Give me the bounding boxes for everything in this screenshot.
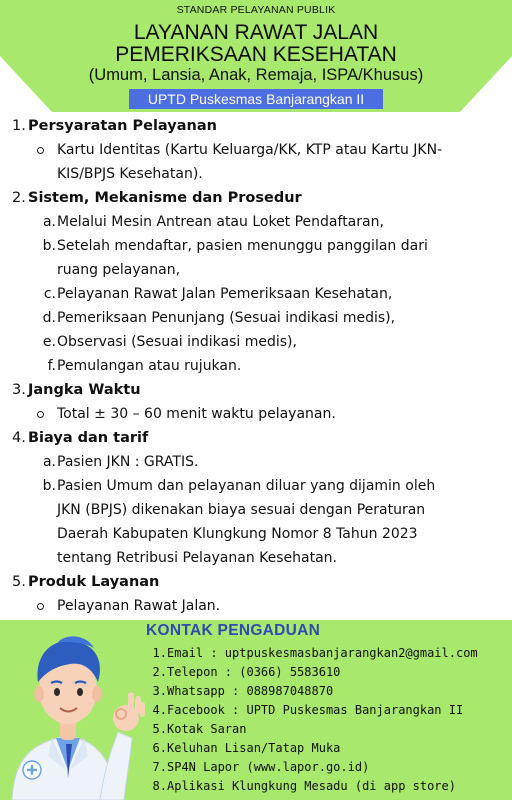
bullet-icon [37,147,44,154]
list-item [0,450,512,474]
list-marker: f. [47,358,56,374]
list-item-text: Total ± 30 – 60 menit waktu pelayanan. [57,406,336,422]
contact-number: 1. [152,646,167,660]
contact-text: Telepon : (0366) 5583610 [167,665,341,679]
section-procedure [0,186,512,378]
contact-item-facebook [150,701,510,720]
contact-text: Keluhan Lisan/Tatap Muka [167,741,341,755]
bullet-icon [37,411,44,418]
contact-list [150,644,510,796]
header-label: STANDAR PELAYANAN PUBLIK [176,4,336,16]
page-subtitle: (Umum, Lansia, Anak, Remaja, ISPA/Khusus) [88,66,424,84]
bullet-icon [37,603,44,610]
contact-number: 5. [152,722,167,736]
list-item-text: Pasien Umum dan pelayanan diluar yang dijamin oleh [57,478,436,494]
section-title [0,378,512,402]
list-marker: a. [42,214,56,230]
section-title-text: Biaya dan tarif [28,430,149,446]
list-item [0,330,512,354]
section-duration [0,378,512,426]
list-item-text: tentang Retribusi Pelayanan Kesehatan. [57,550,338,566]
contact-item-sp4n-lapor [150,758,510,777]
contact-text: Facebook : UPTD Puskesmas Banjarangkan II [167,703,464,717]
list-item-text: Pelayanan Rawat Jalan Pemeriksaan Kesehatan, [57,286,393,302]
section-title-text: Sistem, Mekanisme dan Prosedur [28,190,302,206]
list-item-text: Setelah mendaftar, pasien menunggu panggilan dari [57,238,428,254]
list-item [0,138,512,186]
contact-number: 2. [152,665,167,679]
list-item-text: JKN (BPJS) dikenakan biaya sesuai dengan Peraturan [57,502,426,518]
complaint-contact-panel [0,620,512,800]
contact-text: SP4N Lapor (www.lapor.go.id) [167,760,370,774]
contact-text: Email : uptpuskesmasbanjarangkan2@gmail.com [167,646,478,660]
section-requirements [0,114,512,186]
doctor-ok-gesture-icon [0,620,146,800]
list-item [0,210,512,234]
list-marker: e. [42,334,56,350]
contact-text: Whatsapp : 088987048870 [167,684,334,698]
section-title-text: Produk Layanan [28,574,160,590]
list-item [0,282,512,306]
list-marker: d. [42,310,56,326]
section-title [0,114,512,138]
list-marker: a. [42,454,56,470]
list-marker: b. [42,238,56,254]
list-item-text: Pelayanan Rawat Jalan. [57,598,221,614]
list-marker: b. [42,478,56,494]
section-fees [0,426,512,570]
list-marker: c. [43,286,56,302]
contact-item-app [150,777,510,796]
list-item-text: Kartu Identitas (Kartu Keluarga/KK, KTP atau Kartu JKN- [57,142,443,158]
list-item-text: Melalui Mesin Antrean atau Loket Pendaftaran, [57,214,384,230]
list-item-text: Pasien JKN : GRATIS. [57,454,199,470]
list-item [0,234,512,282]
list-item-text: ruang pelayanan, [57,262,181,278]
list-item-text: KIS/BPJS Kesehatan). [57,166,203,182]
contact-number: 6. [152,741,167,755]
contact-text: Aplikasi Klungkung Mesadu (di app store) [167,779,456,793]
section-title-text: Jangka Waktu [28,382,141,398]
section-product [0,570,512,618]
section-number: 5. [12,574,26,590]
section-number: 3. [12,382,26,398]
contact-number: 8. [152,779,167,793]
service-standard-content [0,114,512,618]
contact-number: 7. [152,760,167,774]
section-number: 2. [12,190,26,206]
list-item-text: Pemeriksaan Penunjang (Sesuai indikasi medis), [57,310,396,326]
header-banner [0,0,512,112]
list-item [0,354,512,378]
contact-text: Kotak Saran [167,722,247,736]
contact-item-whatsapp [150,682,510,701]
contact-title: KONTAK PENGADUAN [146,622,321,639]
section-number: 1. [12,118,26,134]
list-item-text: Daerah Kabupaten Klungkung Nomor 8 Tahun 2023 [57,526,418,542]
contact-number: 3. [152,684,167,698]
contact-item-phone [150,663,510,682]
contact-item-email [150,644,510,663]
list-item [0,306,512,330]
page-title-line1: LAYANAN RAWAT JALAN [133,21,379,44]
section-number: 4. [12,430,26,446]
contact-item-suggestion-box [150,720,510,739]
list-item [0,474,512,570]
list-item [0,402,512,426]
list-item-text: Observasi (Sesuai indikasi medis), [57,334,297,350]
section-title [0,426,512,450]
section-title-text: Persyaratan Pelayanan [28,118,217,134]
section-title [0,186,512,210]
contact-number: 4. [152,703,167,717]
contact-item-in-person [150,739,510,758]
list-item [0,594,512,618]
list-item-text: Pemulangan atau rujukan. [57,358,242,374]
section-title [0,570,512,594]
institution-badge: UPTD Puskesmas Banjarangkan II [129,89,383,109]
page-title-line2: PEMERIKSAAN KESEHATAN [115,43,397,66]
